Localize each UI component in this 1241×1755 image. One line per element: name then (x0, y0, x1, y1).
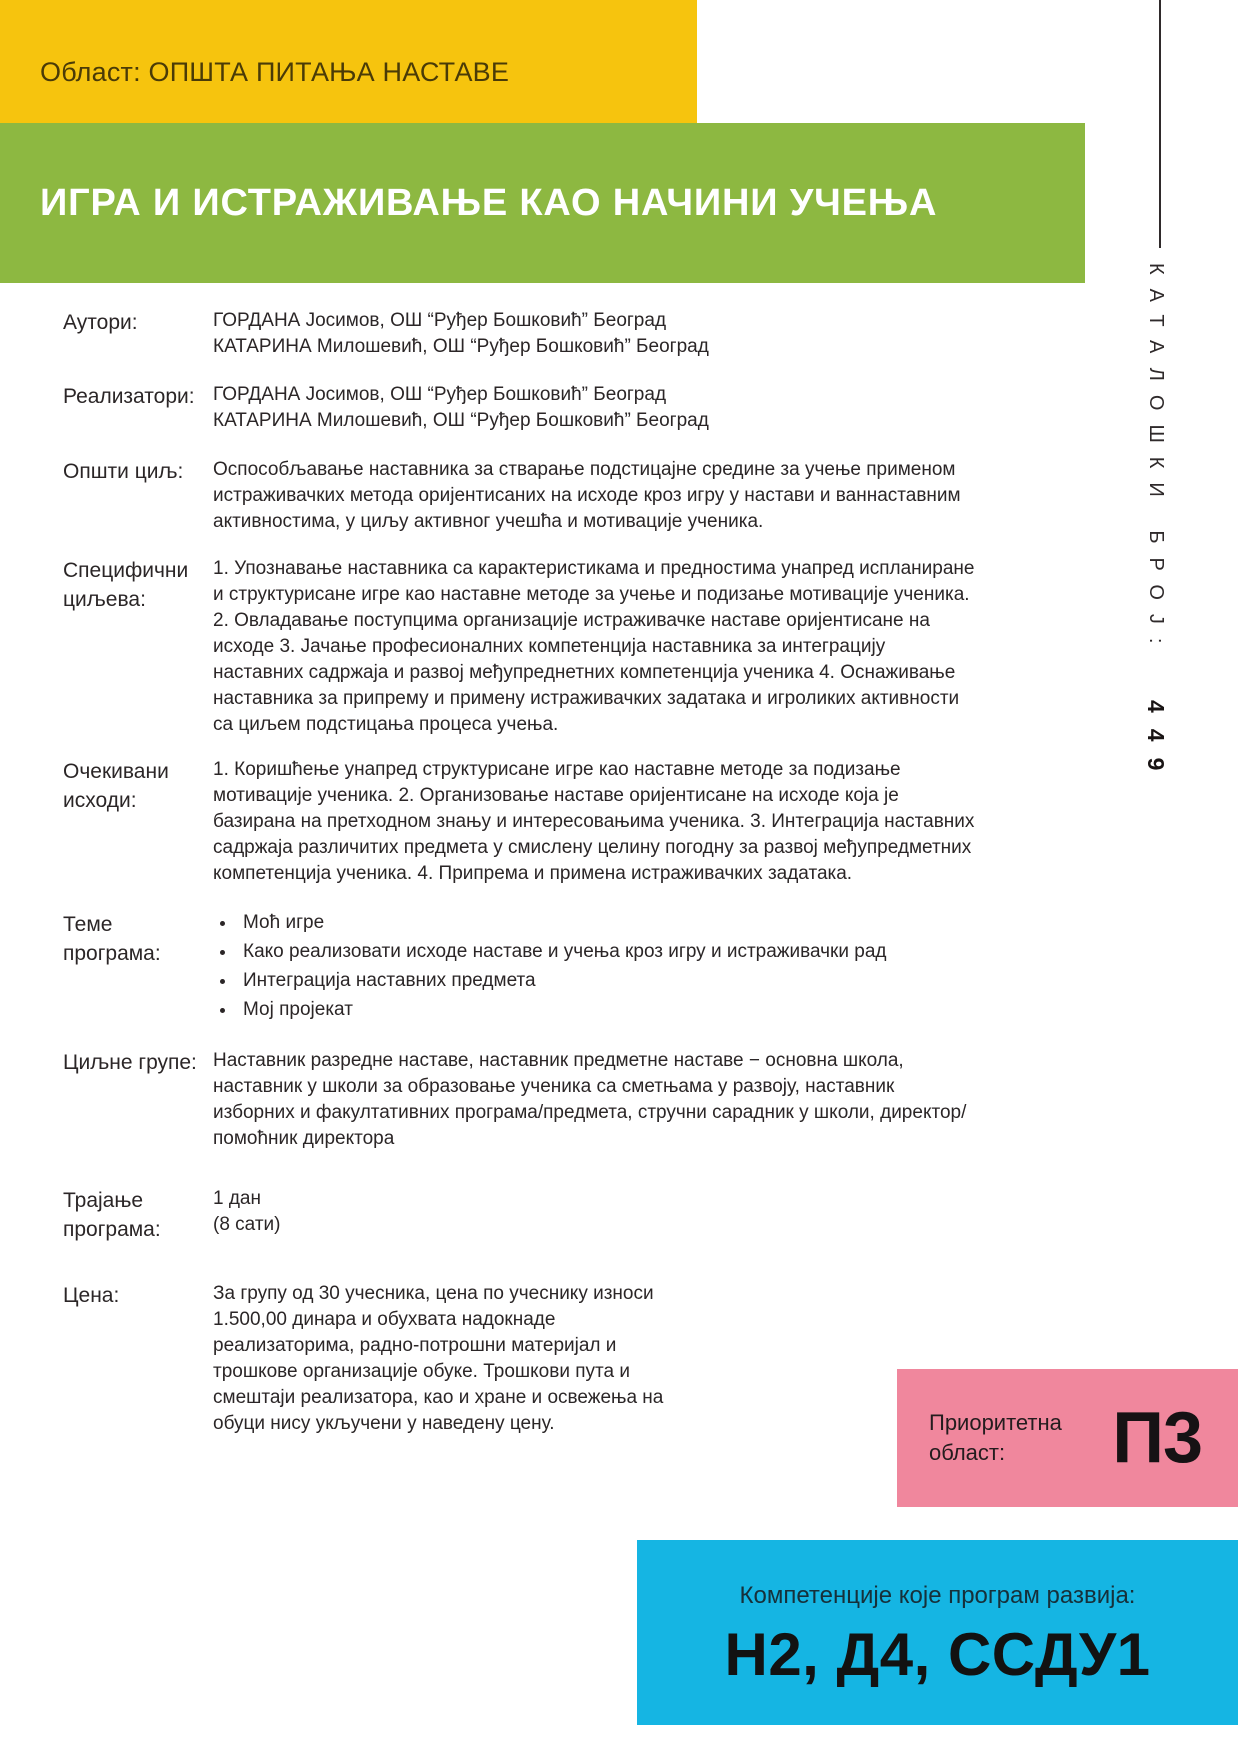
field-value-duration (213, 1186, 978, 1238)
field-value-realizers (213, 382, 978, 434)
area-band (0, 0, 697, 123)
catalog-number-value: 449 (1143, 700, 1169, 787)
realizer-line: ГОРДАНА Јосимов, ОШ “Руђер Бошковић” Београд (213, 384, 667, 405)
field-value-authors (213, 308, 978, 360)
catalog-number-label: КАТАЛОШКИ БРОЈ: (1145, 263, 1167, 658)
competencies-box (637, 1540, 1238, 1725)
field-value-target-groups: Наставник разредне наставе, наставник предметне наставе − основна школа, наставник у школи за образовање ученика са сметњама у развоју, наставник изборних и факултативних програма/предмета, стручни сарадник у школи, директор/помоћник директора (213, 1050, 967, 1149)
topic-item: • Моћ игре (237, 910, 978, 936)
realizer-line: КАТАРИНА Милошевић, ОШ “Руђер Бошковић” Београд (213, 410, 709, 431)
duration-line: 1 дан (213, 1188, 261, 1209)
sidebar-rule (1159, 0, 1161, 248)
field-label-topics: Теме програма: (63, 913, 161, 965)
field-label-general-goal: Општи циљ: (63, 460, 184, 483)
field-label-authors: Аутори: (63, 311, 138, 334)
priority-area-box (897, 1369, 1238, 1507)
competencies-value: Н2, Д4, ССДУ1 (724, 1621, 1151, 1688)
page-title: ИГРА И ИСТРАЖИВАЊЕ КАО НАЧИНИ УЧЕЊА (40, 181, 938, 224)
author-line: КАТАРИНА Милошевић, ОШ “Руђер Бошковић” Београд (213, 336, 709, 357)
topic-item: • Интеграција наставних предмета (237, 968, 978, 994)
field-label-price: Цена: (63, 1284, 120, 1307)
topics-list (213, 910, 978, 1023)
field-value-specific-goals: 1. Упознавање наставника са карактеристикама и предностима унапред испланиране и структурисане игре као наставне методе за учење и подизање мотивације ученика. 2. Овладавање поступцима организације истраживачке наставе оријентисане на исходе 3. Јачање професионалних компетенција наставника за интеграцију наставних садржаја и развој међупреднетних компетенција ученика 4. Оснаживање наставника за припрему и примену истраживачких задатака и игроликих активности са циљем подстицања процеса учења. (213, 558, 975, 735)
competencies-label: Компетенције које програм развија: (739, 1582, 1136, 1609)
topic-item: • Мој пројекат (237, 997, 978, 1023)
field-value-price: За групу од 30 учесника, цена по учеснику износи 1.500,00 динара и обухвата надокнаде реализаторима, радно-потрошни материјал и трошкове организације обуке. Трошкови пута и смештаји реализатора, као и хране и освежења на обуци нису укључени у наведену цену. (213, 1283, 664, 1434)
field-label-realizers: Реализатори: (63, 385, 195, 408)
topic-item: • Како реализовати исходе наставе и учења кроз игру и истраживачки рад (237, 939, 978, 965)
field-label-duration: Трајање програма: (63, 1189, 161, 1241)
field-value-topics (213, 910, 978, 1026)
field-label-specific-goals: Специфични циљева: (63, 559, 189, 611)
duration-line: (8 сати) (213, 1214, 281, 1235)
author-line: ГОРДАНА Јосимов, ОШ “Руђер Бошковић” Београд (213, 310, 667, 331)
priority-area-label: Приоритетна област: (929, 1410, 1062, 1465)
priority-area-value: П3 (1112, 1398, 1202, 1478)
field-label-target-groups: Циљне групе: (63, 1051, 197, 1074)
area-label: Област: ОПШТА ПИТАЊА НАСТАВЕ (40, 57, 510, 87)
field-value-general-goal: Оспособљавање наставника за стварање подстицајне средине за учење применом истраживачких метода оријентисаних на исходе кроз игру у настави и ваннаставним активностима, у циљу активног учешћа и мотивације ученика. (213, 459, 961, 532)
field-value-outcomes: 1. Коришћење унапред структурисане игре као наставне методе за подизање мотивације ученика. 2. Организовање наставе оријентисане на исходе која је базирана на претходном знању и интересовањима ученика. 3. Интеграција наставних садржаја различитих предмета у смислену целину погодну за развој међупредметних компетенција ученика. 4. Припрема и примена истраживачких задатака. (213, 759, 975, 884)
title-band (0, 123, 1085, 283)
field-label-outcomes: Очекивани исходи: (63, 760, 169, 812)
